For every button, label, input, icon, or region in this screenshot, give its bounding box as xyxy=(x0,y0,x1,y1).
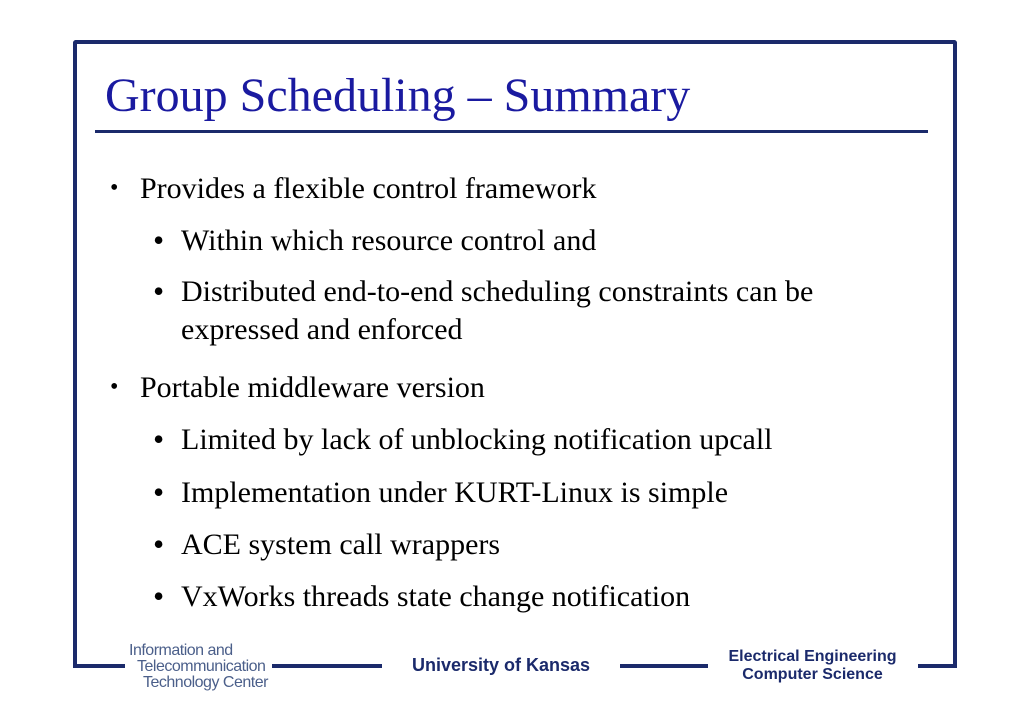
bullet-text: Portable middleware version xyxy=(140,371,485,404)
ittc-logo-line: Technology Center xyxy=(143,674,268,691)
bullet-item xyxy=(110,170,597,208)
bullet-text: Implementation under KURT-Linux is simple xyxy=(181,476,729,509)
bullet-text: VxWorks threads state change notification xyxy=(181,580,691,613)
bullet-text: Distributed end-to-end scheduling constraints can be expressed and enforced xyxy=(181,275,814,346)
bullet-icon: • xyxy=(110,175,119,201)
university-name: University of Kansas xyxy=(411,655,591,675)
department-name xyxy=(710,648,915,684)
bullet-icon: • xyxy=(110,374,119,400)
footer-rule xyxy=(620,664,708,668)
bullet-text: Within which resource control and xyxy=(181,224,597,257)
department-line: Electrical Engineering xyxy=(728,648,897,665)
sub-bullet-item xyxy=(153,222,597,260)
ittc-logo-line: Information and xyxy=(129,642,233,659)
footer-rule xyxy=(73,664,125,668)
bullet-icon: • xyxy=(153,526,165,562)
bullet-text: Limited by lack of unblocking notification upcall xyxy=(181,423,773,456)
ittc-logo-line: Telecommunication xyxy=(137,658,266,675)
bullet-text: Provides a flexible control framework xyxy=(140,172,597,205)
sub-bullet-item xyxy=(153,474,729,512)
sub-bullet-item xyxy=(153,421,773,459)
bullet-icon: • xyxy=(153,273,165,309)
department-line: Computer Science xyxy=(742,666,883,683)
sub-bullet-item xyxy=(153,578,691,616)
sub-bullet-item xyxy=(153,526,501,564)
sub-bullet-item xyxy=(153,273,931,349)
bullet-icon: • xyxy=(153,474,165,510)
bullet-icon: • xyxy=(153,578,165,614)
bullet-icon: • xyxy=(153,222,165,258)
footer-rule xyxy=(918,664,957,668)
bullet-text: ACE system call wrappers xyxy=(181,528,501,561)
ittc-logo xyxy=(125,643,272,691)
bullet-item xyxy=(110,369,485,407)
footer-rule xyxy=(270,664,382,668)
slide-title: Group Scheduling – Summary xyxy=(105,69,691,122)
bullet-icon: • xyxy=(153,421,165,457)
